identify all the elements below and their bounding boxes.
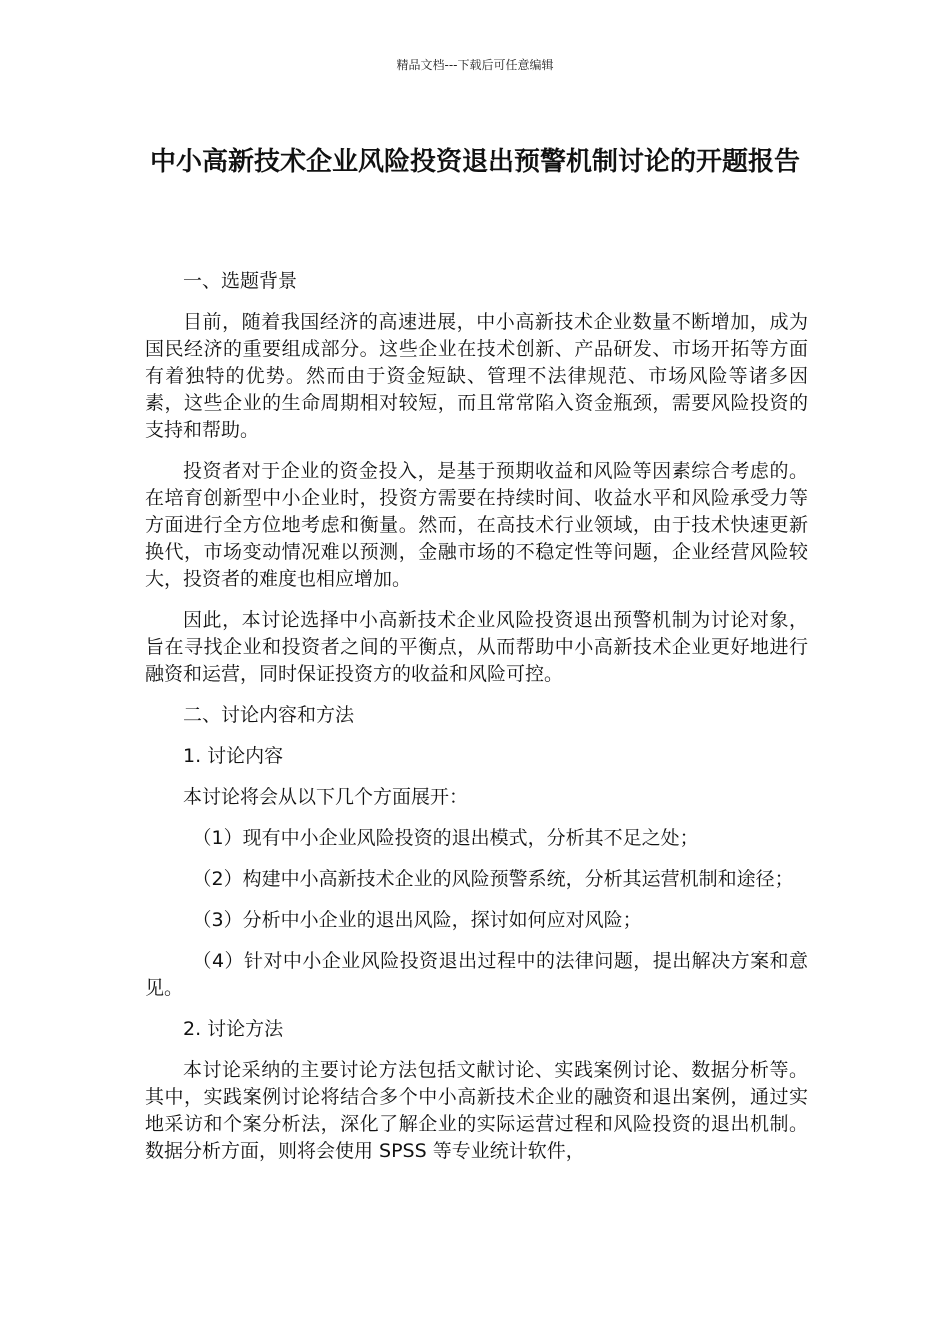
- body-paragraph: 因此，本讨论选择中小高新技术企业风险投资退出预警机制为讨论对象，旨在寻找企业和投资者之间的平衡点，从而帮助中小高新技术企业更好地进行融资和运营，同时保证投资方的收益和风险可控。: [145, 609, 808, 685]
- list-item: （3）分析中小企业的退出风险，探讨如何应对风险；: [192, 909, 642, 931]
- body-paragraph: 本讨论将会从以下几个方面展开：: [183, 786, 469, 808]
- page-header: 精品文档---下载后可任意编辑: [396, 58, 554, 72]
- body-paragraph: 本讨论采纳的主要讨论方法包括文献讨论、实践案例讨论、数据分析等。其中，实践案例讨论将结合多个中小高新技术企业的融资和退出案例，通过实地采访和个案分析法，深化了解企业的实际运营过程和风险投资的退出机制。数据分析方面，则将会使用 SPSS 等专业统计软件，: [145, 1059, 808, 1162]
- list-item: （2）构建中小高新技术企业的风险预警系统，分析其运营机制和途径；: [192, 868, 794, 890]
- body-paragraph: 投资者对于企业的资金投入，是基于预期收益和风险等因素综合考虑的。在培育创新型中小企业时，投资方需要在持续时间、收益水平和风险承受力等方面进行全方位地考虑和衡量。然而，在高技术行业领域，由于技术快速更新换代，市场变动情况难以预测，金融市场的不稳定性等问题，企业经营风险较大，投资者的难度也相应增加。: [145, 460, 808, 590]
- subsection-heading: 2. 讨论方法: [183, 1018, 284, 1040]
- list-item: （4）针对中小企业风险投资退出过程中的法律问题，提出解决方案和意见。: [145, 950, 808, 999]
- list-item: （1）现有中小企业风险投资的退出模式，分析其不足之处；: [192, 827, 699, 849]
- section-heading: 二、讨论内容和方法: [183, 704, 355, 726]
- document-title: 中小高新技术企业风险投资退出预警机制讨论的开题报告: [149, 147, 800, 177]
- section-heading: 一、选题背景: [183, 270, 298, 292]
- subsection-heading: 1. 讨论内容: [183, 745, 284, 767]
- document-body: [145, 268, 808, 1179]
- body-paragraph: 目前，随着我国经济的高速进展，中小高新技术企业数量不断增加，成为国民经济的重要组成部分。这些企业在技术创新、产品研发、市场开拓等方面有着独特的优势。然而由于资金短缺、管理不法律规范、市场风险等诸多因素，这些企业的生命周期相对较短，而且常常陷入资金瓶颈，需要风险投资的支持和帮助。: [145, 311, 808, 441]
